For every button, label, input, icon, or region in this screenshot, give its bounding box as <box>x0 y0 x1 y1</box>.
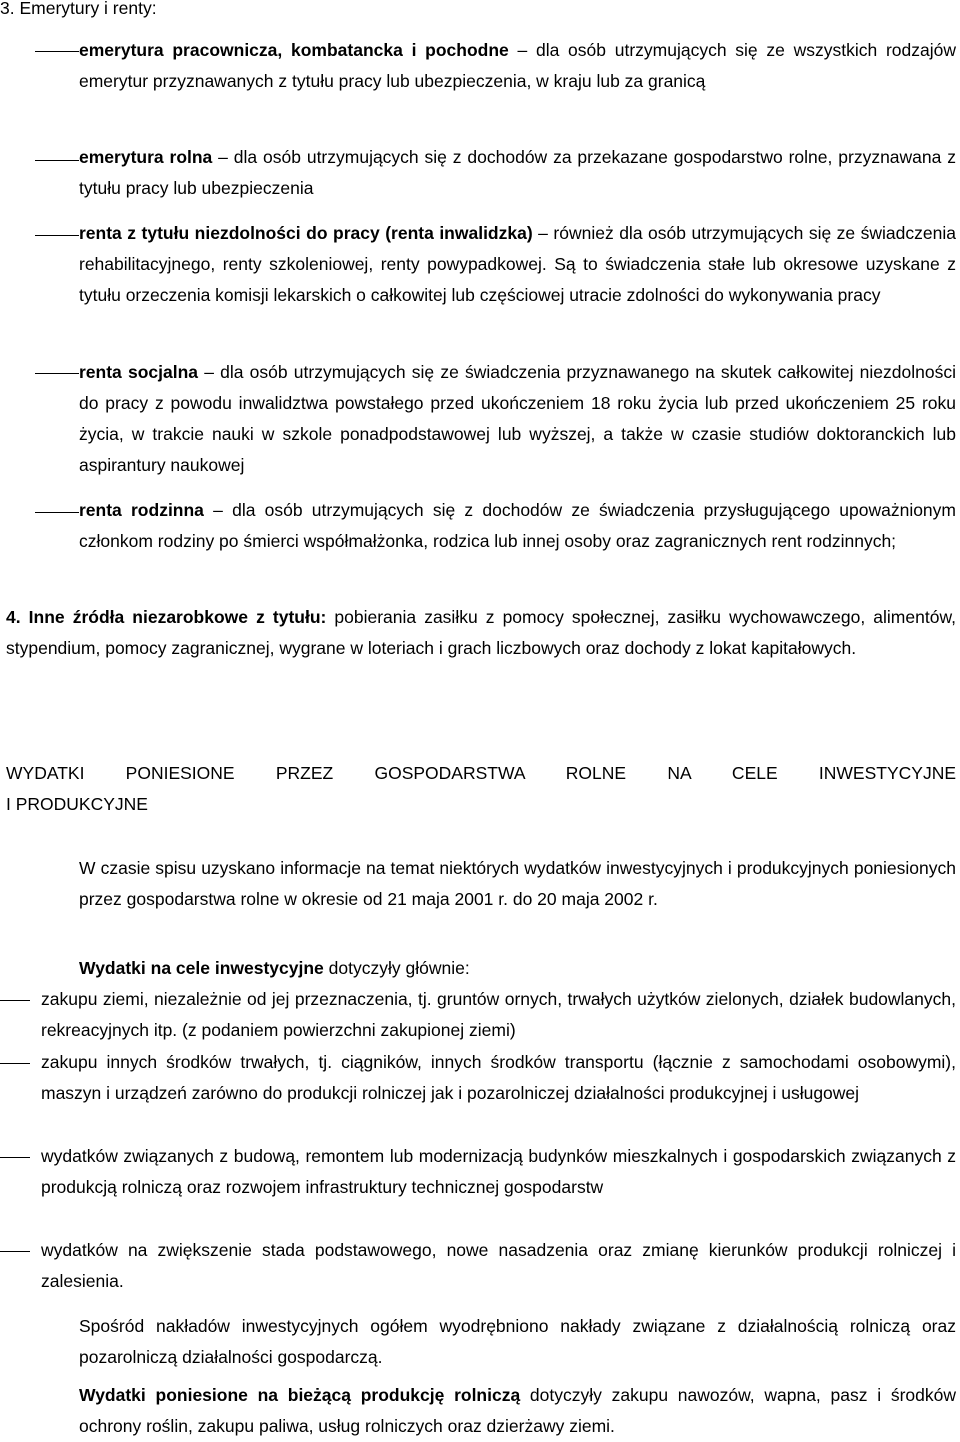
current-production-rest: dotyczyły zakupu nawozów, wapna, pasz i środków ochrony roślin, zakupu paliwa, usług rolniczych oraz dzierżawy ziemi. <box>79 1385 956 1436</box>
item-separator: – <box>204 362 214 382</box>
section-4-lead: 4. Inne źródła niezarobkowe z tytułu: <box>6 607 327 627</box>
bullet-dash <box>35 160 79 161</box>
item-text: dla osób utrzymujących się ze świadczenia przyznawanego na skutek całkowitej niezdolności do pracy z powodu inwalidztwa powstałego przed ukończeniem 18 roku życia lub przed ukończeniem 25 roku życia, w trakcie nauki w szkole ponadpodstawowej lub wyższej, a także w czasie studiów doktoranckich lub aspirantury naukowej <box>79 362 956 475</box>
list-item-renta-inwalidzka <box>79 218 956 311</box>
investment-item-herd: wydatków na zwiększenie stada podstawowego, nowe nasadzenia oraz zmianę kierunków produkcji rolniczej i zalesienia. <box>41 1240 956 1291</box>
list-item-emerytura-rolna <box>79 142 956 204</box>
bullet-dash <box>35 373 79 374</box>
investment-lead-bold: Wydatki na cele inwestycyjne <box>79 958 324 978</box>
investment-item-buildings: wydatków związanych z budową, remontem lub modernizacją budynków mieszkalnych i gospodarskich związanych z produkcją rolniczą oraz rozwojem infrastruktury technicznej gospodarstw <box>41 1146 956 1197</box>
bullet-dash <box>35 51 79 52</box>
expenses-title-line-2: I PRODUKCYJNE <box>6 794 148 814</box>
bullet-dash <box>0 1251 30 1252</box>
bullet-dash <box>0 1157 30 1158</box>
investment-lead <box>79 953 470 984</box>
expenses-title-line-1: WYDATKI PONIESIONE PRZEZ GOSPODARSTWA ROLNE NA CELE INWESTYCYJNE <box>6 763 956 783</box>
item-term: renta rodzinna <box>79 500 204 520</box>
item-text: również dla osób utrzymujących się ze świadczenia rehabilitacyjnego, renty szkoleniowej, renty powypadkowej. Są to świadczenia stałe lub okresowe uzyskane z tytułu orzeczenia komisji lekarskich o całkowitej lub częściowej utracie zdolności do wykonywania pracy <box>79 223 956 305</box>
item-text: dla osób utrzymujących się ze wszystkich rodzajów emerytur przyznawanych z tytułu pracy lub ubezpieczenia, w kraju lub za granicą <box>79 40 956 91</box>
current-production-bold: Wydatki poniesione na bieżącą produkcję rolniczą <box>79 1385 521 1405</box>
item-text: dla osób utrzymujących się z dochodów za przekazane gospodarstwo rolne, przyznawana z tytułu pracy lub ubezpieczenia <box>79 147 956 198</box>
item-term: renta z tytułu niezdolności do pracy (renta inwalidzka) <box>79 223 533 243</box>
investment-item-fixed-assets: zakupu innych środków trwałych, tj. ciągników, innych środków transportu (łącznie z samochodami osobowymi), maszyn i urządzeń zarówno do produkcji rolniczej jak i pozarolniczej działalności produkcyjnej i usługowej <box>41 1052 956 1103</box>
item-separator: – <box>538 223 548 243</box>
item-term: renta socjalna <box>79 362 199 382</box>
list-item-emerytura-pracownicza <box>79 35 956 97</box>
section-3-heading: 3. Emerytury i renty: <box>0 0 157 18</box>
list-item-renta-socjalna <box>79 357 956 481</box>
item-separator: – <box>213 500 223 520</box>
separated-outlays-paragraph: Spośród nakładów inwestycyjnych ogółem wyodrębniono nakłady związane z działalnością rolniczą oraz pozarolniczą działalności gospodarczą. <box>79 1316 956 1367</box>
current-production-paragraph <box>6 1380 956 1442</box>
item-separator: – <box>218 147 228 167</box>
section-4-text: pobierania zasiłku z pomocy społecznej, zasiłku wychowawczego, alimentów, stypendium, pomocy zagranicznej, wygrane w loteriach i grach liczbowych oraz dochody z lokat kapitałowych. <box>6 607 956 658</box>
bullet-dash <box>35 512 79 513</box>
bullet-dash <box>0 1000 30 1001</box>
item-text: dla osób utrzymujących się z dochodów ze świadczenia przysługującego upoważnionym członkom rodziny po śmierci współmałżonka, rodzica lub innej osoby oraz zagranicznych rent rodzinnych; <box>79 500 956 551</box>
item-separator: – <box>517 40 528 60</box>
list-item-renta-rodzinna <box>79 495 956 557</box>
section-4-paragraph <box>6 602 956 664</box>
item-term: emerytura rolna <box>79 147 213 167</box>
expenses-intro: W czasie spisu uzyskano informacje na temat niektórych wydatków inwestycyjnych i produkcyjnych poniesionych przez gospodarstwa rolne w okresie od 21 maja 2001 r. do 20 maja 2002 r. <box>79 858 956 909</box>
item-term: emerytura pracownicza, kombatancka i pochodne <box>79 40 509 60</box>
investment-lead-rest: dotyczyły głównie: <box>323 958 470 978</box>
bullet-dash <box>35 235 79 236</box>
bullet-dash <box>0 1063 30 1064</box>
investment-item-land: zakupu ziemi, niezależnie od jej przeznaczenia, tj. gruntów ornych, trwałych użytków zielonych, działek budowlanych, rekreacyjnych itp. (z podaniem powierzchni zakupionej ziemi) <box>41 989 956 1040</box>
